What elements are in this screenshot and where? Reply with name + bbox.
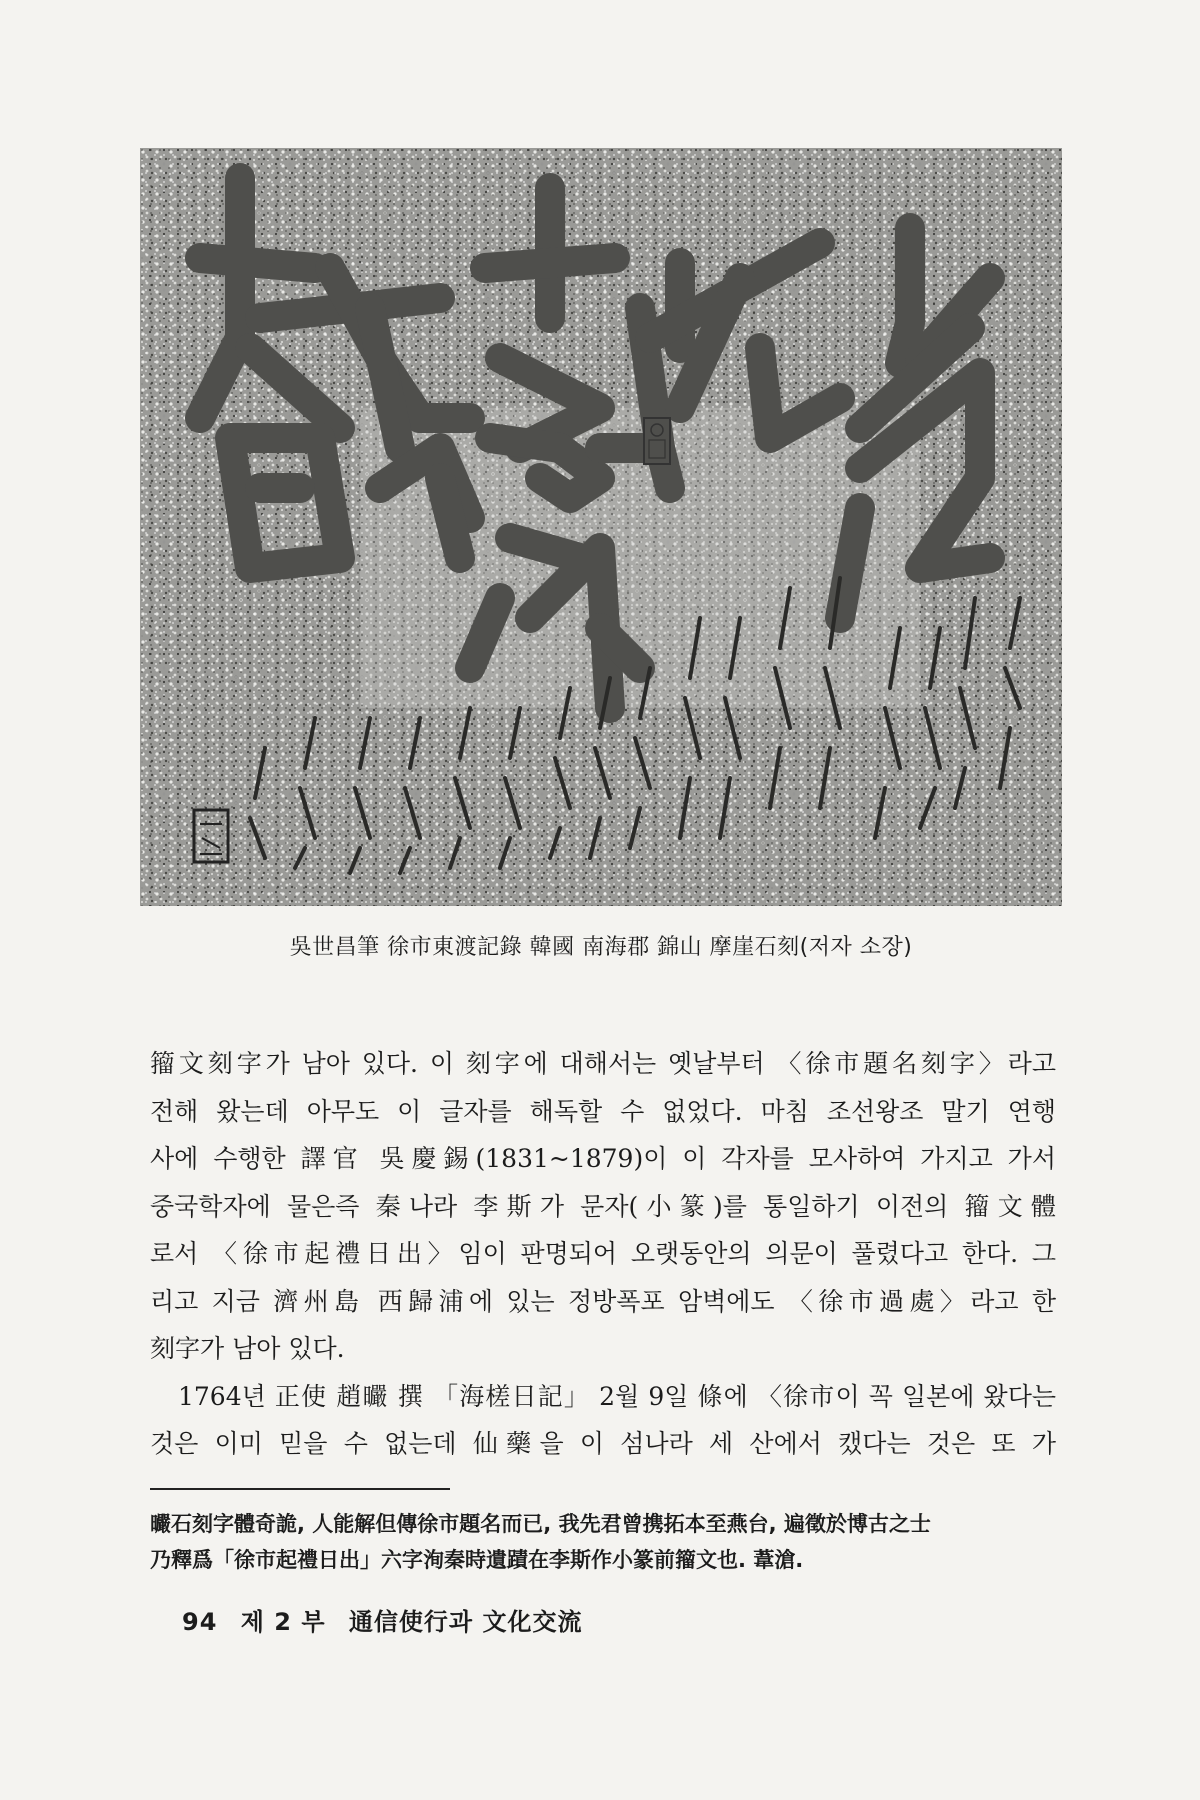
part-label: 제 2 부 bbox=[240, 1608, 326, 1636]
body-line: 중국학자에 물은즉 秦나라 李斯가 문자(小篆)를 통일하기 이전의 籀文體 bbox=[150, 1191, 1056, 1221]
footnote bbox=[150, 1506, 1056, 1578]
body-line: 것은 이미 믿을 수 없는데 仙藥을 이 섬나라 세 산에서 캤다는 것은 또 가 bbox=[150, 1429, 1056, 1458]
page-number: 94 bbox=[182, 1608, 218, 1636]
footnote-line: 乃釋爲「徐市起禮日出」六字洵秦時遺蹟在李斯作小篆前籀文也. 葦滄. bbox=[150, 1548, 804, 1572]
body-line: 1764년 正使 趙曮 撰 「海槎日記」 2월 9일 條에 〈徐市이 꼭 일본에 왔다는 bbox=[178, 1381, 1056, 1411]
body-line: 로서 〈徐市起禮日出〉임이 판명되어 오랫동안의 의문이 풀렸다고 한다. 그 bbox=[150, 1239, 1056, 1268]
body-line: 전해 왔는데 아무도 이 글자를 해독할 수 없었다. 마침 조선왕조 말기 연행 bbox=[150, 1096, 1056, 1126]
page-footer bbox=[182, 1602, 596, 1637]
body-line: 리고 지금 濟州島 西歸浦에 있는 정방폭포 암벽에도 〈徐市過處〉라고 한 bbox=[150, 1286, 1056, 1316]
body-line: 籀文刻字가 남아 있다. 이 刻字에 대해서는 옛날부터 〈徐市題名刻字〉라고 bbox=[150, 1049, 1056, 1078]
figure-caption: 吳世昌筆 徐市東渡記錄 韓國 南海郡 錦山 摩崖石刻(저자 소장) bbox=[289, 935, 913, 960]
body-line: 사에 수행한 譯官 吳慶錫(1831~1879)이 이 각자를 모사하여 가지고 가서 bbox=[150, 1144, 1056, 1173]
rubbing-image bbox=[140, 148, 1062, 906]
stone-rubbing-figure bbox=[140, 148, 1062, 906]
body-line: 刻字가 남아 있다. bbox=[150, 1334, 345, 1363]
body-text bbox=[150, 1040, 1056, 1468]
footnote-line: 曮石刻字體奇詭, 人能解但傳徐市題名而已, 我先君曾携拓本至燕台, 遍徵於博古之士 bbox=[150, 1512, 931, 1536]
footnote-divider bbox=[150, 1488, 450, 1490]
part-title: 通信使行과 文化交流 bbox=[348, 1608, 583, 1636]
